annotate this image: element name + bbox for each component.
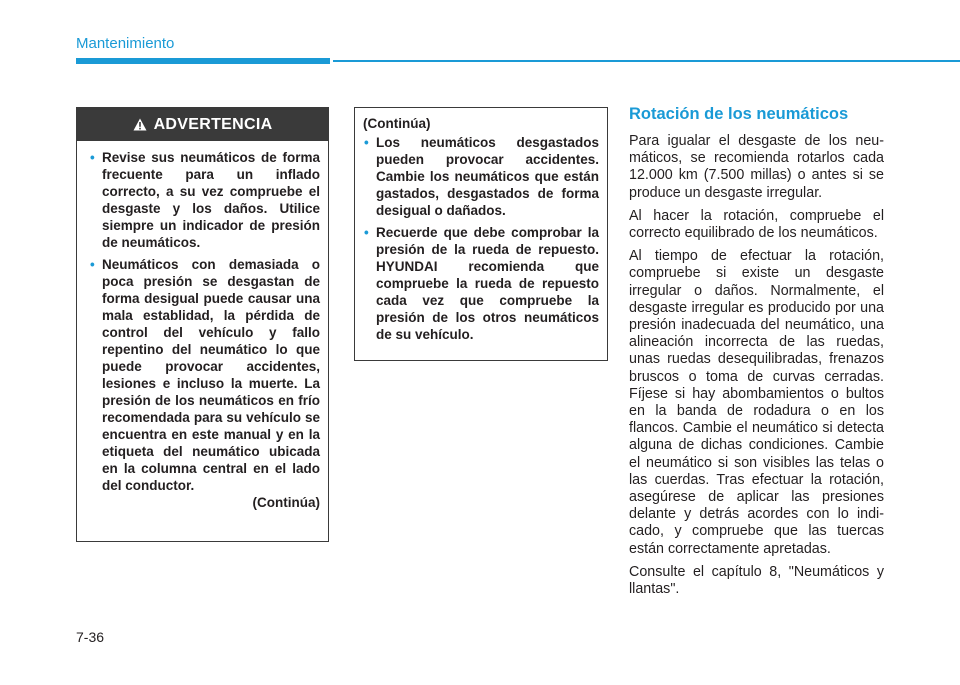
bullet-dot-icon: • bbox=[364, 135, 369, 150]
continued-item-text: Recuerde que debe comprobar la presión de la rueda de repuesto. HYUNDAI recomienda que compruebe la rueda de repuesto cada vez que compruebe la presión de los otros neumáticos de su vehículo. bbox=[376, 225, 599, 342]
warning-item-text: Revise sus neumáticos de forma frecuente para un inflado correcto, a su vez compruebe el desgaste y los daños. Utilice siempre un indicador de presión de neumáticos. bbox=[102, 150, 320, 250]
warning-header bbox=[77, 108, 328, 141]
continued-list bbox=[363, 134, 599, 343]
continued-box-label: (Continúa) bbox=[363, 116, 431, 131]
list-item bbox=[89, 256, 320, 494]
continued-warning-box bbox=[354, 107, 608, 361]
section-title: Rotación de los neumáticos bbox=[629, 105, 849, 123]
list-item bbox=[89, 149, 320, 251]
warning-list bbox=[89, 149, 320, 494]
list-item bbox=[363, 134, 599, 219]
continued-item-text: Los neumáticos desgastados pueden provocar accidentes. Cambie los neumáticos que están gastados, desgastados de forma desigual o dañados. bbox=[376, 135, 599, 218]
list-item bbox=[363, 224, 599, 343]
warning-continued-label: (Continúa) bbox=[252, 495, 320, 510]
body-paragraph: Al hacer la rotación, compruebe el correcto equilibrado de los neumáticos. bbox=[629, 207, 884, 242]
body-paragraph: Consulte el capítulo 8, "Neumáticos y llantas". bbox=[629, 563, 884, 598]
bullet-dot-icon: • bbox=[90, 150, 95, 165]
header-rule-thick bbox=[76, 58, 330, 64]
page-number: 7-36 bbox=[76, 629, 105, 645]
body-paragraph: Para igualar el desgaste de los neumáticos, se recomienda rotarlos cada 12.000 km (7.500 millas) o antes si se produce un desgaste irregular. bbox=[629, 133, 884, 201]
header-rule-thin bbox=[333, 60, 960, 62]
bullet-dot-icon: • bbox=[90, 257, 95, 272]
bullet-dot-icon: • bbox=[364, 225, 369, 240]
tire-rotation-section bbox=[629, 104, 884, 604]
body-paragraph: Al tiempo de efectuar la rotación, compruebe si existe un desgaste irregular o daños. Normalmente, el desgaste irregular es producido por una presión inadecuada del neumático, una alineación incorrecta de las ruedas, unas ruedas desequilibradas, frenazos bruscos o toma de curvas cerradas. Fíjese si hay abombamientos o bultos en la banda de rodadura o en los flancos. Cambie el neumático si detecta alguna de dichas condiciones. Cambie el neumático si son visibles las telas o las cuerdas. Tras efectuar la rotación, asegúrese de aplicar las presiones delante y detrás acordes con lo indicado, y compruebe que las tuercas están correctamente apretadas. bbox=[629, 248, 884, 557]
warning-box bbox=[76, 107, 329, 542]
section-header-title: Mantenimiento bbox=[76, 35, 175, 52]
warning-item-text: Neumáticos con demasiada o poca presión se desgastan de forma desigual puede causar una mala establidad, la pérdida de control del vehículo y fallo repentino del neumático lo que puede provocar accidentes, lesiones e incluso la muerte. La presión de los neumáticos en frío recomendada para su vehículo se encuentra en este manual y en la etiqueta del neumático ubicada en la columna central en el lado del conductor. bbox=[102, 257, 320, 493]
warning-label: ADVERTENCIA bbox=[153, 115, 273, 133]
warning-triangle-icon bbox=[133, 118, 147, 131]
